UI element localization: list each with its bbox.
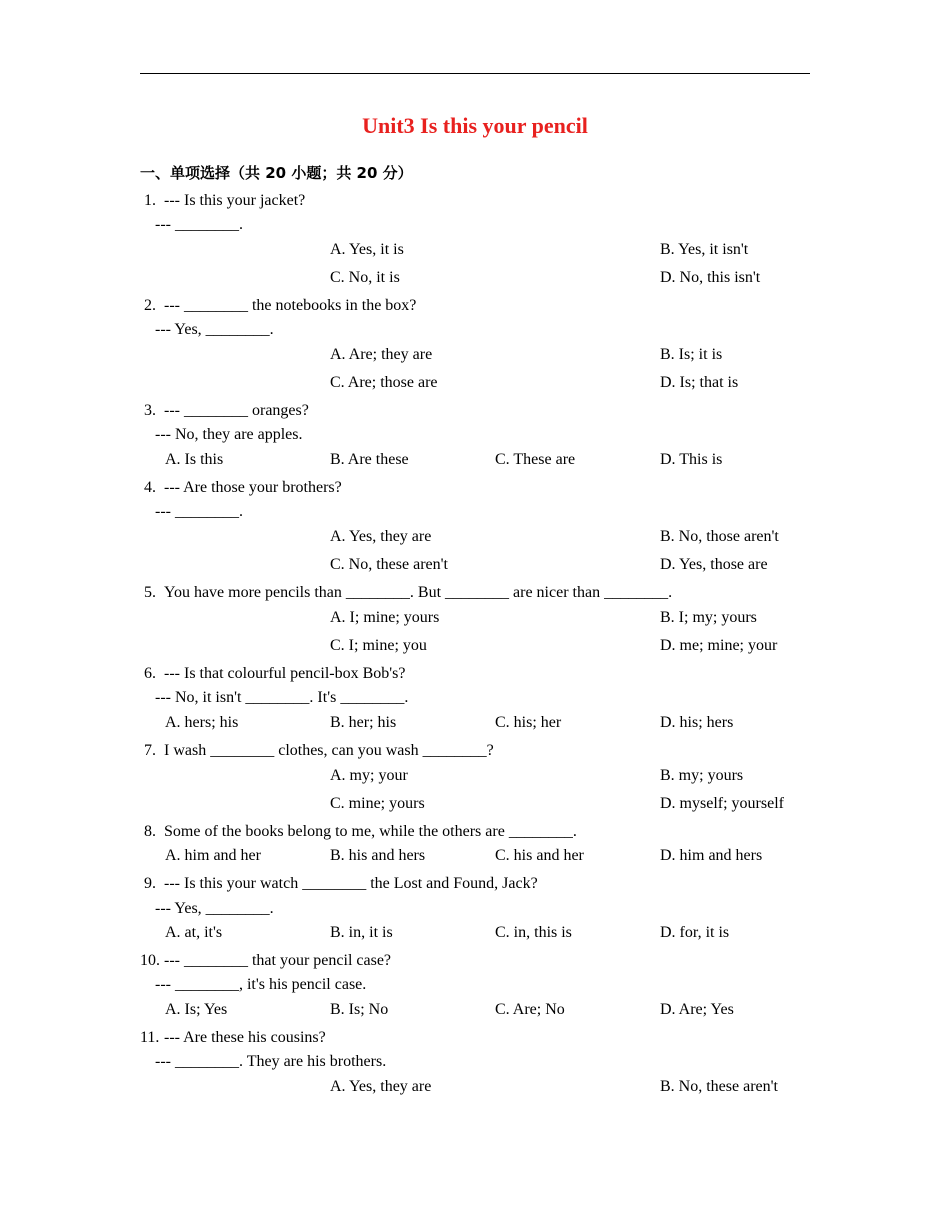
question-number: 9.: [144, 875, 156, 892]
option-d[interactable]: D. Are; Yes: [660, 1001, 734, 1018]
option-a[interactable]: A. Yes, they are: [330, 1078, 432, 1095]
question-number: 7.: [144, 742, 156, 759]
option-b[interactable]: B. Is; No: [330, 1001, 389, 1018]
option-a[interactable]: A. my; your: [330, 767, 408, 784]
option-b[interactable]: B. Yes, it isn't: [660, 241, 749, 258]
question-text: --- Yes, ________.: [155, 321, 274, 338]
question-text: Some of the books belong to me, while the others are ________.: [164, 823, 577, 840]
option-a[interactable]: A. him and her: [165, 847, 261, 864]
option-b[interactable]: B. No, those aren't: [660, 528, 779, 545]
option-c[interactable]: C. his; her: [495, 714, 562, 731]
option-d[interactable]: D. his; hers: [660, 714, 734, 731]
question-text: --- ________ oranges?: [164, 402, 309, 419]
option-c[interactable]: C. in, this is: [495, 924, 572, 941]
question-text: --- Are those your brothers?: [164, 479, 342, 496]
section-heading: 一、单项选择（共 20 小题；共 20 分）: [140, 164, 413, 182]
option-a[interactable]: A. Is; Yes: [165, 1001, 228, 1018]
option-c[interactable]: C. mine; yours: [330, 795, 425, 812]
header-rule: [140, 73, 810, 74]
question-number: 5.: [144, 584, 156, 601]
question-text: --- ________ that your pencil case?: [164, 952, 392, 969]
option-d[interactable]: D. Is; that is: [660, 374, 739, 391]
option-b[interactable]: B. Is; it is: [660, 346, 723, 363]
option-c[interactable]: C. Are; No: [495, 1001, 565, 1018]
option-b[interactable]: B. his and hers: [330, 847, 426, 864]
question-number: 3.: [144, 402, 156, 419]
option-b[interactable]: B. my; yours: [660, 767, 744, 784]
option-d[interactable]: D. me; mine; your: [660, 637, 778, 654]
option-a[interactable]: A. Are; they are: [330, 346, 433, 363]
option-a[interactable]: A. hers; his: [165, 714, 239, 731]
option-b[interactable]: B. Are these: [330, 451, 409, 468]
option-d[interactable]: D. This is: [660, 451, 723, 468]
question-text: --- ________.: [155, 216, 243, 233]
question-text: --- Are these his cousins?: [164, 1029, 326, 1046]
page-title: Unit3 Is this your pencil: [362, 113, 588, 138]
question-text: --- No, it isn't ________. It's ________.: [155, 689, 409, 706]
option-d[interactable]: D. him and hers: [660, 847, 763, 864]
option-a[interactable]: A. Yes, it is: [330, 241, 404, 258]
option-d[interactable]: D. for, it is: [660, 924, 730, 941]
option-c[interactable]: C. No, these aren't: [330, 556, 448, 573]
question-number: 6.: [144, 665, 156, 682]
question-text: You have more pencils than ________. But ________ are nicer than ________.: [164, 584, 673, 601]
option-b[interactable]: B. No, these aren't: [660, 1078, 778, 1095]
question-text: --- Is this your watch ________ the Lost and Found, Jack?: [164, 875, 538, 892]
question-number: 8.: [144, 823, 156, 840]
option-c[interactable]: C. These are: [495, 451, 576, 468]
option-b[interactable]: B. her; his: [330, 714, 397, 731]
option-c[interactable]: C. I; mine; you: [330, 637, 427, 654]
question-number: 2.: [144, 297, 156, 314]
option-d[interactable]: D. No, this isn't: [660, 269, 761, 286]
question-text: --- ________.: [155, 503, 243, 520]
question-text: I wash ________ clothes, can you wash ________?: [164, 742, 494, 759]
option-a[interactable]: A. I; mine; yours: [330, 609, 440, 626]
question-text: --- No, they are apples.: [155, 426, 303, 443]
option-a[interactable]: A. Yes, they are: [330, 528, 432, 545]
option-c[interactable]: C. his and her: [495, 847, 584, 864]
question-text: --- Is this your jacket?: [164, 192, 306, 209]
question-text: --- ________. They are his brothers.: [155, 1053, 387, 1070]
question-number: 10.: [140, 952, 160, 969]
question-number: 1.: [144, 192, 156, 209]
question-number: 4.: [144, 479, 156, 496]
option-c[interactable]: C. No, it is: [330, 269, 400, 286]
option-a[interactable]: A. Is this: [165, 451, 224, 468]
option-c[interactable]: C. Are; those are: [330, 374, 438, 391]
option-a[interactable]: A. at, it's: [165, 924, 223, 941]
option-b[interactable]: B. in, it is: [330, 924, 393, 941]
question-number: 11.: [140, 1029, 160, 1046]
question-text: --- ________ the notebooks in the box?: [164, 297, 417, 314]
question-text: --- ________, it's his pencil case.: [155, 976, 367, 993]
question-text: --- Yes, ________.: [155, 900, 274, 917]
option-d[interactable]: D. myself; yourself: [660, 795, 784, 812]
option-d[interactable]: D. Yes, those are: [660, 556, 768, 573]
question-text: --- Is that colourful pencil-box Bob's?: [164, 665, 406, 682]
option-b[interactable]: B. I; my; yours: [660, 609, 757, 626]
